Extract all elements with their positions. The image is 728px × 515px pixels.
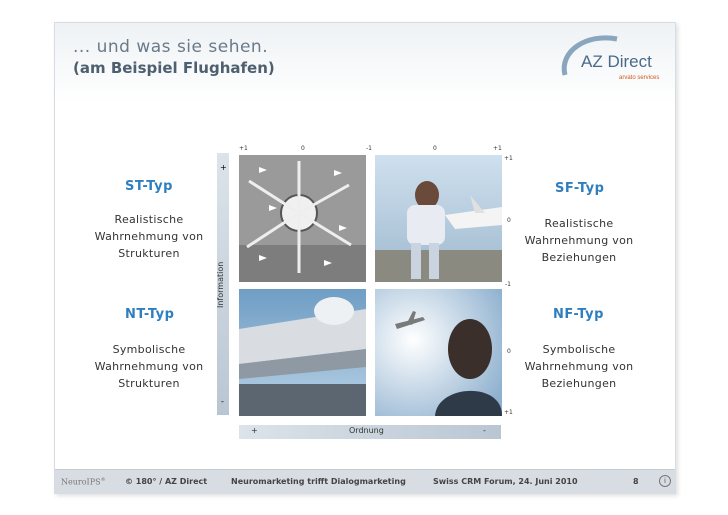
tick-top-3: -1 <box>366 145 372 152</box>
tick-right-5: +1 <box>504 409 513 416</box>
man-watching-plane-photo <box>375 289 502 416</box>
footer-copyright: © 180° / AZ Direct <box>125 477 208 486</box>
nt-type-heading: NT-Typ <box>125 307 175 322</box>
slide-subtitle: (am Beispiel Flughafen) <box>73 59 275 77</box>
nf-type-heading: NF-Typ <box>553 307 604 322</box>
tick-top-5: +1 <box>493 145 502 152</box>
az-direct-logo <box>557 31 667 85</box>
information-minus: - <box>221 397 224 406</box>
information-plus: + <box>220 163 227 172</box>
tick-right-3: -1 <box>505 281 511 288</box>
nt-type-description: Symbolische Wahrnehmung von Strukturen <box>94 343 204 390</box>
tick-top-2: 0 <box>301 145 305 152</box>
st-type-description: Realistische Wahrnehmung von Strukturen <box>94 213 204 260</box>
footer-brand: NeuroIPS® <box>61 477 106 487</box>
slide <box>54 22 676 494</box>
slide-title: ... und was sie sehen. <box>73 37 269 57</box>
airplane-fuselage-photo <box>239 289 366 416</box>
couple-airplane-photo <box>375 155 502 282</box>
tick-right-1: +1 <box>504 155 513 162</box>
tick-top-1: +1 <box>239 145 248 152</box>
information-label: Information <box>216 261 225 308</box>
info-icon[interactable]: i <box>659 475 671 487</box>
st-type-heading: ST-Typ <box>125 179 173 194</box>
tick-right-2: 0 <box>507 217 511 224</box>
footer-event: Swiss CRM Forum, 24. Juni 2010 <box>433 477 578 486</box>
ordnung-plus: + <box>251 426 258 435</box>
ordnung-axis <box>239 425 501 439</box>
sf-type-description: Realistische Wahrnehmung von Beziehungen <box>524 217 634 264</box>
logo-name: AZ Direct <box>581 52 652 71</box>
tick-right-4: 0 <box>507 348 511 355</box>
sf-type-heading: SF-Typ <box>555 181 605 196</box>
footer-topic: Neuromarketing trifft Dialogmarketing <box>231 477 406 486</box>
airport-terminal-photo <box>239 155 366 282</box>
footer-bar <box>55 469 675 494</box>
ordnung-label: Ordnung <box>349 426 384 435</box>
nf-type-description: Symbolische Wahrnehmung von Beziehungen <box>524 343 634 390</box>
ordnung-minus: - <box>483 426 486 435</box>
footer-page-number: 8 <box>633 477 639 486</box>
logo-sub: arvato services <box>619 75 660 81</box>
tick-top-4: 0 <box>433 145 437 152</box>
